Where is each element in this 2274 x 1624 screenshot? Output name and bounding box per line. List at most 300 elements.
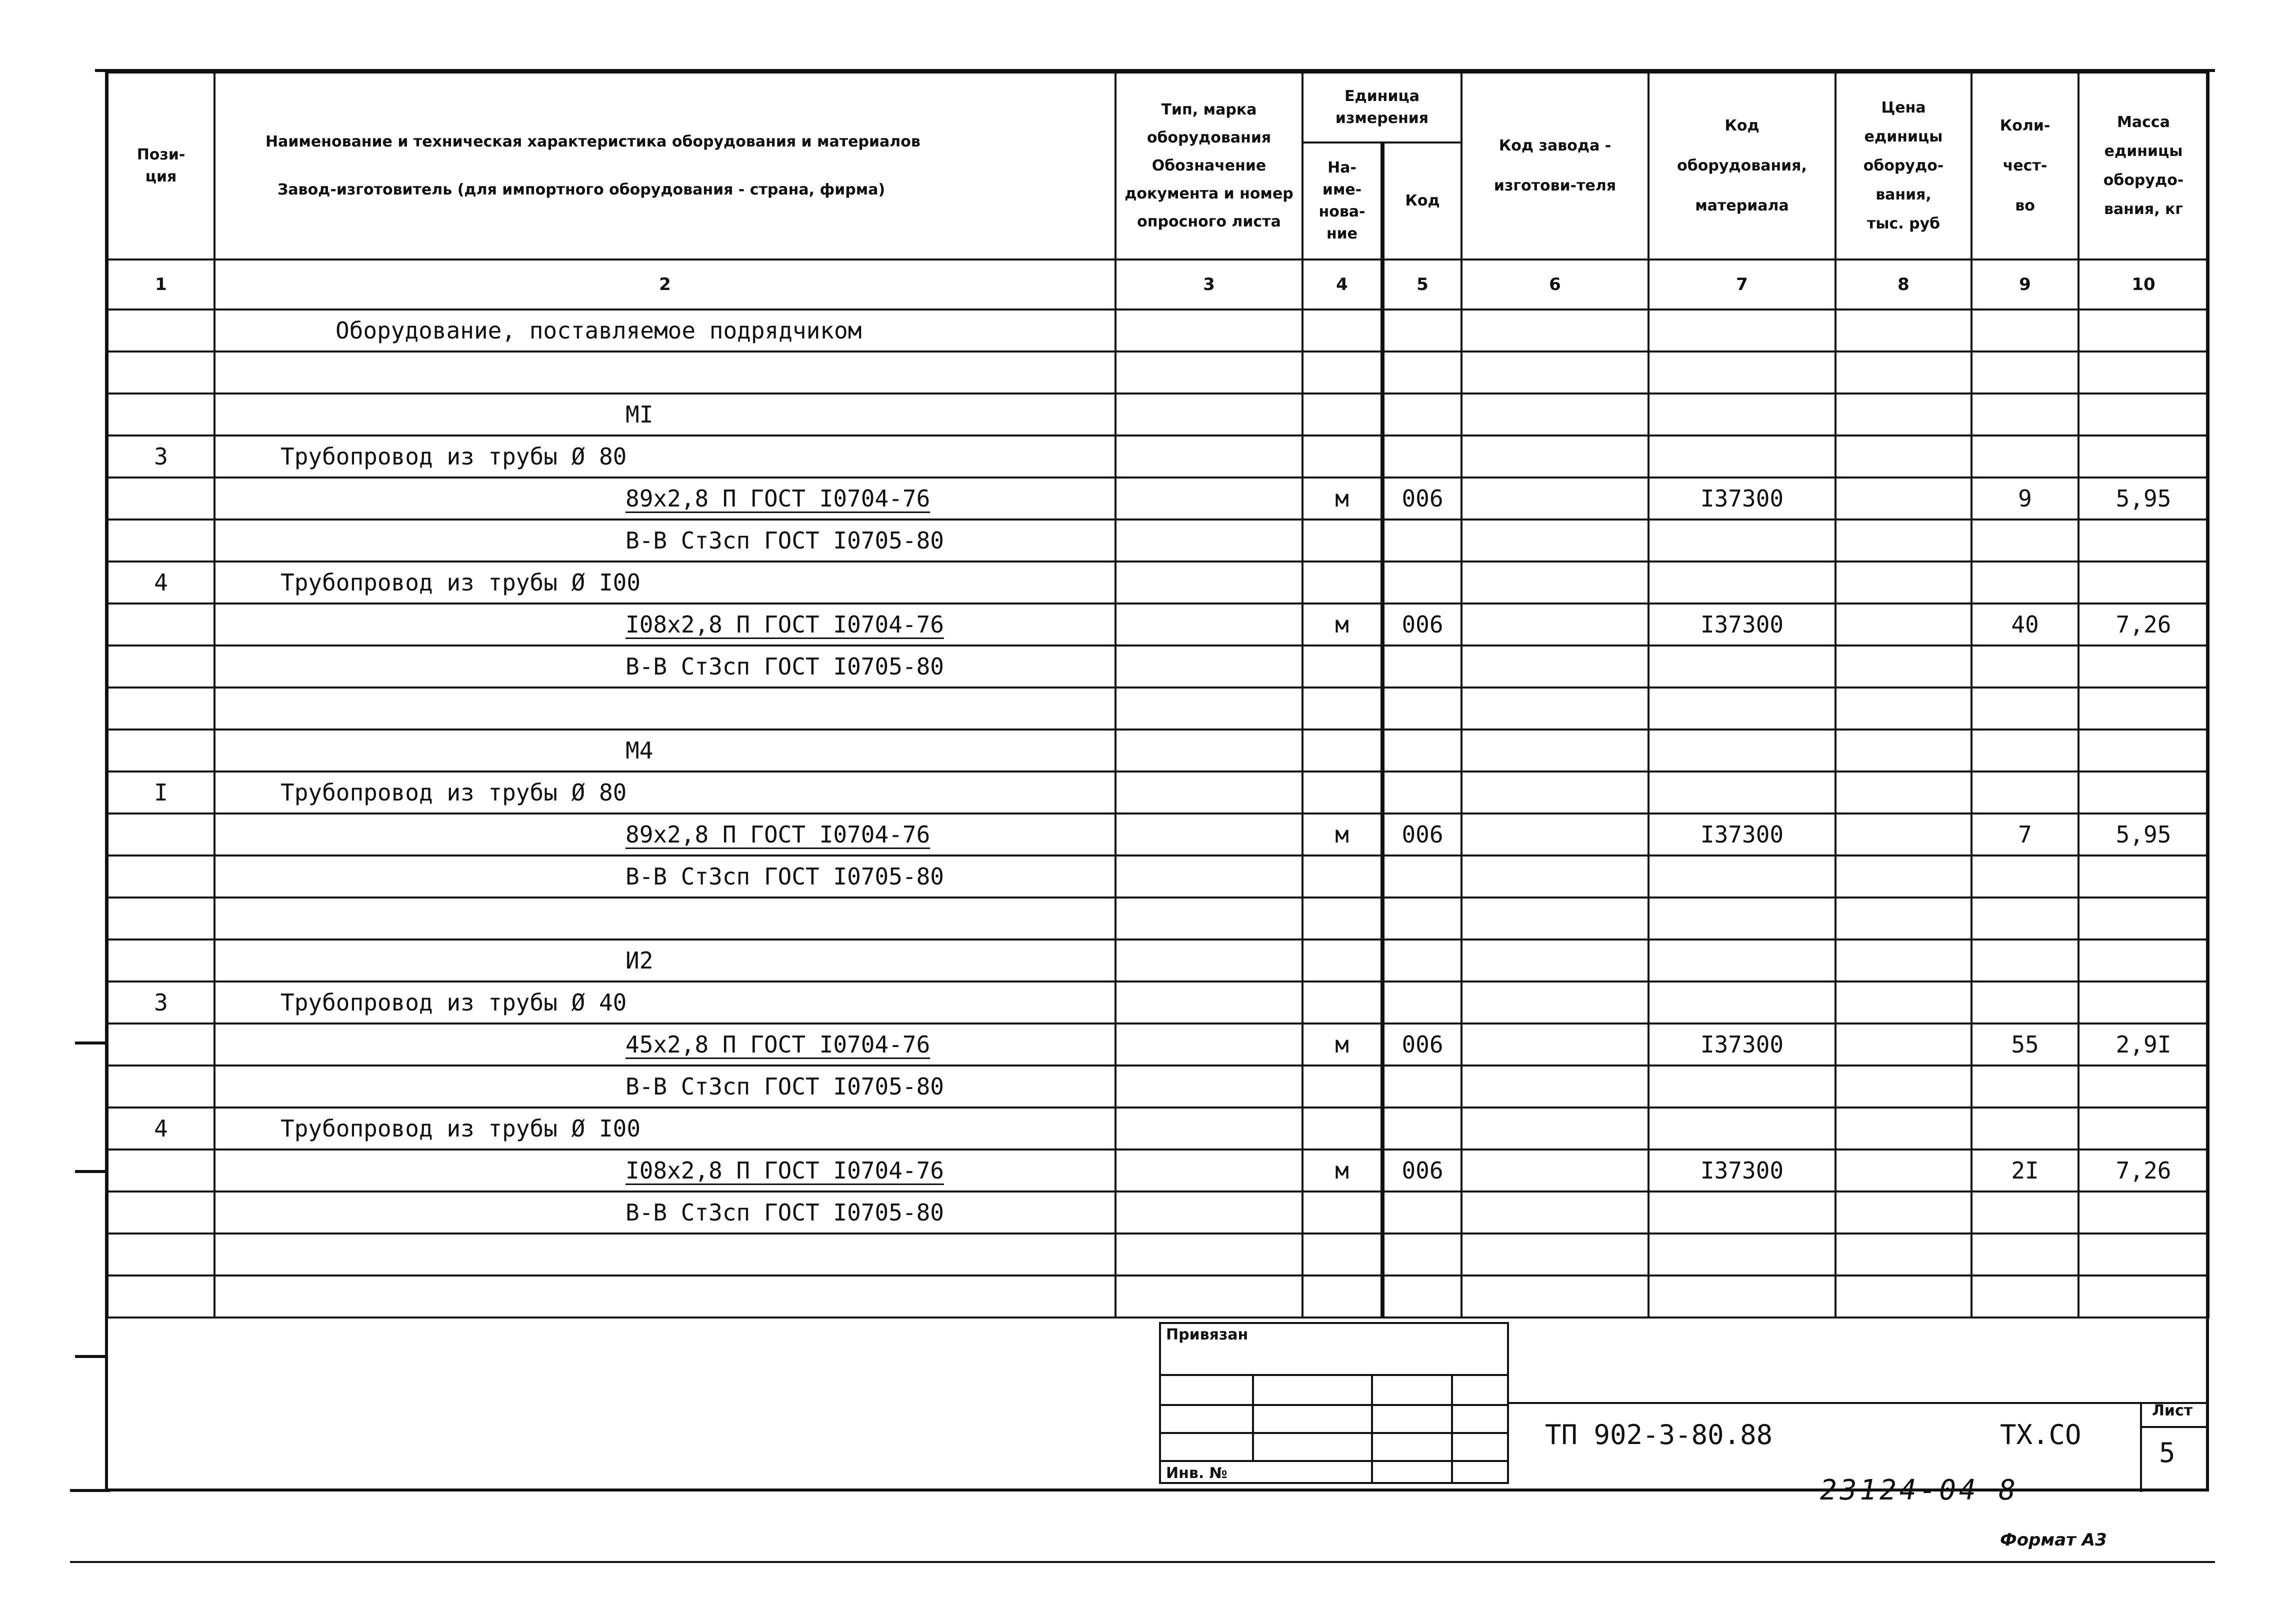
- position-cell: I: [108, 772, 214, 814]
- material-code-cell: [1648, 1192, 1836, 1234]
- mass-cell: [2078, 688, 2208, 730]
- name-cell: [214, 1192, 1116, 1234]
- header-type: Тип, марка оборудования Обозначение документа и номер опросного листа: [1116, 72, 1302, 260]
- table-row: [108, 394, 2208, 436]
- table-row: [108, 1192, 2208, 1234]
- mass-cell: [2078, 562, 2208, 604]
- price-cell: [1836, 1234, 1972, 1276]
- unit-name-cell: [1302, 562, 1382, 604]
- name-cell: [214, 898, 1116, 940]
- type-cell: [1116, 1108, 1302, 1150]
- name-cell: [214, 856, 1116, 898]
- manufacturer-code-cell: [1462, 982, 1648, 1024]
- manufacturer-code-cell: [1462, 478, 1648, 520]
- unit-name-cell: [1302, 1066, 1382, 1108]
- row-text: В-В Ст3сп ГОСТ I0705-80: [626, 527, 944, 554]
- unit-code-cell: [1382, 730, 1462, 772]
- mass-cell: [2078, 646, 2208, 688]
- row-text: М4: [626, 737, 654, 764]
- mass-cell: [2078, 352, 2208, 394]
- unit-name-cell: [1302, 1234, 1382, 1276]
- position-cell: 4: [108, 1108, 214, 1150]
- unit-code-cell: [1382, 562, 1462, 604]
- unit-name-cell: м: [1302, 478, 1382, 520]
- header-quantity: Коли-чест-во: [1972, 72, 2078, 260]
- mass-cell: [2078, 898, 2208, 940]
- manufacturer-code-cell: [1462, 898, 1648, 940]
- table-row: [108, 1234, 2208, 1276]
- manufacturer-code-cell: [1462, 646, 1648, 688]
- stamp-divider: [1252, 1374, 1254, 1460]
- material-code-cell: I37300: [1648, 1024, 1836, 1066]
- position-cell: [108, 520, 214, 562]
- quantity-cell: [1972, 898, 2078, 940]
- stamp-line: [1161, 1460, 1507, 1462]
- quantity-cell: 9: [1972, 478, 2078, 520]
- table-row: [108, 646, 2208, 688]
- table-row: [108, 1150, 2208, 1192]
- material-code-cell: [1648, 646, 1836, 688]
- name-cell: [214, 1024, 1116, 1066]
- row-text: 45x2,8 П ГОСТ I0704-76: [626, 1031, 930, 1058]
- unit-code-cell: [1382, 688, 1462, 730]
- column-number: 2: [214, 260, 1116, 310]
- price-cell: [1836, 394, 1972, 436]
- material-code-cell: [1648, 1276, 1836, 1318]
- price-cell: [1836, 520, 1972, 562]
- position-cell: [108, 1192, 214, 1234]
- manufacturer-code-cell: [1462, 688, 1648, 730]
- position-cell: [108, 310, 214, 352]
- type-cell: [1116, 814, 1302, 856]
- mass-cell: 2,9I: [2078, 1024, 2208, 1066]
- material-code-cell: [1648, 562, 1836, 604]
- name-cell: [214, 604, 1116, 646]
- type-cell: [1116, 1066, 1302, 1108]
- type-cell: [1116, 394, 1302, 436]
- quantity-cell: [1972, 520, 2078, 562]
- stamp-divider: [1371, 1374, 1373, 1484]
- material-code-cell: [1648, 730, 1836, 772]
- material-code-cell: [1648, 940, 1836, 982]
- quantity-cell: [1972, 940, 2078, 982]
- row-text: 89x2,8 П ГОСТ I0704-76: [626, 485, 930, 512]
- manufacturer-code-cell: [1462, 1066, 1648, 1108]
- type-cell: [1116, 898, 1302, 940]
- table-row: [108, 604, 2208, 646]
- position-cell: 3: [108, 436, 214, 478]
- unit-code-cell: 006: [1382, 1150, 1462, 1192]
- table-body: [108, 260, 2208, 1318]
- stamp-line: [1161, 1404, 1507, 1406]
- unit-name-cell: [1302, 856, 1382, 898]
- row-text: В-В Ст3сп ГОСТ I0705-80: [626, 863, 944, 890]
- unit-name-cell: м: [1302, 1150, 1382, 1192]
- position-cell: [108, 814, 214, 856]
- position-cell: [108, 646, 214, 688]
- mass-cell: [2078, 982, 2208, 1024]
- name-cell: [214, 688, 1116, 730]
- material-code-cell: I37300: [1648, 1150, 1836, 1192]
- type-cell: [1116, 310, 1302, 352]
- unit-name-cell: [1302, 772, 1382, 814]
- row-text: В-В Ст3сп ГОСТ I0705-80: [626, 1073, 944, 1100]
- position-cell: [108, 1066, 214, 1108]
- name-cell: [214, 562, 1116, 604]
- price-cell: [1836, 478, 1972, 520]
- document-mark: ТХ.СО: [2000, 1419, 2082, 1450]
- type-cell: [1116, 562, 1302, 604]
- row-text: Оборудование, поставляемое подрядчиком: [336, 317, 862, 344]
- row-text: В-В Ст3сп ГОСТ I0705-80: [626, 653, 944, 680]
- quantity-cell: [1972, 562, 2078, 604]
- column-number: 3: [1116, 260, 1302, 310]
- row-text: I08x2,8 П ГОСТ I0704-76: [626, 611, 944, 638]
- table-row: [108, 436, 2208, 478]
- unit-code-cell: [1382, 1276, 1462, 1318]
- manufacturer-code-cell: [1462, 1024, 1648, 1066]
- header-mass: Масса единицы оборудо-вания, кг: [2078, 72, 2208, 260]
- quantity-cell: [1972, 1276, 2078, 1318]
- position-cell: [108, 688, 214, 730]
- price-cell: [1836, 982, 1972, 1024]
- table-row: [108, 352, 2208, 394]
- row-text: Трубопровод из трубы Ø 40: [280, 989, 627, 1016]
- price-cell: [1836, 1150, 1972, 1192]
- column-number: 1: [108, 260, 214, 310]
- unit-name-cell: [1302, 898, 1382, 940]
- unit-name-cell: [1302, 310, 1382, 352]
- inventory-number-label: Инв. №: [1166, 1464, 1228, 1482]
- unit-code-cell: [1382, 772, 1462, 814]
- material-code-cell: [1648, 1066, 1836, 1108]
- manufacturer-code-cell: [1462, 394, 1648, 436]
- price-cell: [1836, 1024, 1972, 1066]
- name-cell: [214, 520, 1116, 562]
- price-cell: [1836, 1192, 1972, 1234]
- material-code-cell: [1648, 310, 1836, 352]
- unit-name-cell: [1302, 1192, 1382, 1234]
- unit-code-cell: [1382, 898, 1462, 940]
- mass-cell: [2078, 1066, 2208, 1108]
- unit-code-cell: [1382, 310, 1462, 352]
- price-cell: [1836, 814, 1972, 856]
- name-cell: [214, 982, 1116, 1024]
- row-text: I08x2,8 П ГОСТ I0704-76: [626, 1157, 944, 1184]
- price-cell: [1836, 604, 1972, 646]
- mass-cell: [2078, 1108, 2208, 1150]
- margin-tick: [75, 1170, 108, 1173]
- name-cell: [214, 436, 1116, 478]
- table-header: [108, 72, 2208, 260]
- type-cell: [1116, 520, 1302, 562]
- unit-code-cell: [1382, 1066, 1462, 1108]
- manufacturer-code-cell: [1462, 772, 1648, 814]
- position-cell: [108, 1024, 214, 1066]
- type-cell: [1116, 646, 1302, 688]
- price-cell: [1836, 1066, 1972, 1108]
- position-cell: [108, 394, 214, 436]
- material-code-cell: I37300: [1648, 478, 1836, 520]
- mass-cell: [2078, 436, 2208, 478]
- name-cell: [214, 814, 1116, 856]
- linked-label: Привязан: [1166, 1326, 1248, 1344]
- table-row: [108, 730, 2208, 772]
- margin-tick: [75, 1042, 108, 1044]
- header-name-line1: Наименование и техническая характеристика оборудования и материалов: [266, 133, 920, 150]
- header-unit-name: На-име-нова-ние: [1302, 142, 1382, 260]
- type-cell: [1116, 1192, 1302, 1234]
- quantity-cell: [1972, 982, 2078, 1024]
- name-cell: [214, 1276, 1116, 1318]
- format-label: Формат А3: [2000, 1530, 2107, 1550]
- unit-code-cell: [1382, 856, 1462, 898]
- position-cell: 4: [108, 562, 214, 604]
- type-cell: [1116, 688, 1302, 730]
- sheet-number: 5: [2159, 1437, 2176, 1468]
- manufacturer-code-cell: [1462, 562, 1648, 604]
- mass-cell: [2078, 520, 2208, 562]
- name-cell: [214, 1066, 1116, 1108]
- quantity-cell: [1972, 1234, 2078, 1276]
- quantity-cell: [1972, 352, 2078, 394]
- type-cell: [1116, 1150, 1302, 1192]
- header-name-line2: Завод-изготовитель (для импортного оборудования - страна, фирма): [278, 181, 886, 198]
- unit-code-cell: 006: [1382, 478, 1462, 520]
- type-cell: [1116, 982, 1302, 1024]
- table-row: [108, 982, 2208, 1024]
- margin-tick: [75, 1355, 108, 1358]
- name-cell: [214, 646, 1116, 688]
- quantity-cell: [1972, 730, 2078, 772]
- column-number: 8: [1836, 260, 1972, 310]
- row-text: И2: [626, 947, 654, 974]
- name-cell: [214, 940, 1116, 982]
- stamp-line: [1161, 1432, 1507, 1434]
- column-number: 9: [1972, 260, 2078, 310]
- bottom-rule: [70, 1561, 2215, 1563]
- unit-code-cell: 006: [1382, 814, 1462, 856]
- position-cell: [108, 478, 214, 520]
- header-unit-code: Код: [1382, 142, 1462, 260]
- quantity-cell: 55: [1972, 1024, 2078, 1066]
- price-cell: [1836, 646, 1972, 688]
- unit-name-cell: [1302, 352, 1382, 394]
- price-cell: [1836, 562, 1972, 604]
- stamp-line: [1161, 1374, 1507, 1376]
- name-cell: [214, 772, 1116, 814]
- price-cell: [1836, 772, 1972, 814]
- unit-code-cell: [1382, 646, 1462, 688]
- position-cell: [108, 352, 214, 394]
- table-row: [108, 310, 2208, 352]
- unit-name-cell: [1302, 940, 1382, 982]
- mass-cell: [2078, 940, 2208, 982]
- price-cell: [1836, 310, 1972, 352]
- mass-cell: [2078, 1192, 2208, 1234]
- position-cell: [108, 1234, 214, 1276]
- unit-name-cell: [1302, 688, 1382, 730]
- unit-name-cell: [1302, 646, 1382, 688]
- material-code-cell: [1648, 898, 1836, 940]
- mass-cell: [2078, 1276, 2208, 1318]
- column-number: 6: [1462, 260, 1648, 310]
- type-cell: [1116, 604, 1302, 646]
- title-block-line: [1509, 1402, 2209, 1404]
- manufacturer-code-cell: [1462, 730, 1648, 772]
- mass-cell: 5,95: [2078, 478, 2208, 520]
- binding-stamp: [1159, 1322, 1509, 1484]
- quantity-cell: [1972, 436, 2078, 478]
- row-text: Трубопровод из трубы Ø I00: [280, 569, 641, 596]
- price-cell: [1836, 730, 1972, 772]
- mass-cell: [2078, 310, 2208, 352]
- unit-code-cell: [1382, 1192, 1462, 1234]
- quantity-cell: 7: [1972, 814, 2078, 856]
- unit-name-cell: [1302, 1108, 1382, 1150]
- type-cell: [1116, 730, 1302, 772]
- table-row: [108, 1066, 2208, 1108]
- manufacturer-code-cell: [1462, 436, 1648, 478]
- mass-cell: 5,95: [2078, 814, 2208, 856]
- header-name: [214, 72, 1116, 260]
- material-code-cell: [1648, 688, 1836, 730]
- row-text: 89x2,8 П ГОСТ I0704-76: [626, 821, 930, 848]
- material-code-cell: I37300: [1648, 604, 1836, 646]
- material-code-cell: I37300: [1648, 814, 1836, 856]
- column-number-row: [108, 260, 2208, 310]
- quantity-cell: [1972, 1192, 2078, 1234]
- document-code: ТП 902-3-80.88: [1545, 1419, 1773, 1450]
- name-cell: [214, 730, 1116, 772]
- manufacturer-code-cell: [1462, 310, 1648, 352]
- quantity-cell: [1972, 394, 2078, 436]
- table-row: [108, 940, 2208, 982]
- unit-name-cell: [1302, 436, 1382, 478]
- quantity-cell: [1972, 310, 2078, 352]
- position-cell: [108, 730, 214, 772]
- name-cell: [214, 310, 1116, 352]
- manufacturer-code-cell: [1462, 352, 1648, 394]
- quantity-cell: [1972, 1108, 2078, 1150]
- price-cell: [1836, 940, 1972, 982]
- manufacturer-code-cell: [1462, 940, 1648, 982]
- quantity-cell: [1972, 772, 2078, 814]
- table-row: [108, 1108, 2208, 1150]
- type-cell: [1116, 1234, 1302, 1276]
- table-row: [108, 1276, 2208, 1318]
- material-code-cell: [1648, 352, 1836, 394]
- unit-name-cell: [1302, 730, 1382, 772]
- position-cell: [108, 1276, 214, 1318]
- price-cell: [1836, 1108, 1972, 1150]
- column-number: 5: [1382, 260, 1462, 310]
- frame-left-extension: [70, 1489, 110, 1492]
- position-cell: [108, 898, 214, 940]
- quantity-cell: [1972, 646, 2078, 688]
- type-cell: [1116, 352, 1302, 394]
- row-text: Трубопровод из трубы Ø 80: [280, 779, 627, 806]
- unit-code-cell: [1382, 1108, 1462, 1150]
- mass-cell: [2078, 394, 2208, 436]
- position-cell: [108, 1150, 214, 1192]
- material-code-cell: [1648, 772, 1836, 814]
- manufacturer-code-cell: [1462, 520, 1648, 562]
- manufacturer-code-cell: [1462, 814, 1648, 856]
- quantity-cell: 40: [1972, 604, 2078, 646]
- mass-cell: 7,26: [2078, 604, 2208, 646]
- header-position: Пози- ция: [108, 72, 214, 260]
- table-row: [108, 856, 2208, 898]
- sheet-label: Лист: [2152, 1402, 2193, 1420]
- sheet-separator: [2142, 1426, 2209, 1428]
- unit-code-cell: [1382, 520, 1462, 562]
- manufacturer-code-cell: [1462, 604, 1648, 646]
- unit-name-cell: [1302, 394, 1382, 436]
- handwritten-archive-number: 23124-04 8: [1820, 1474, 2019, 1506]
- column-number: 4: [1302, 260, 1382, 310]
- row-text: МI: [626, 401, 654, 428]
- type-cell: [1116, 856, 1302, 898]
- unit-code-cell: [1382, 940, 1462, 982]
- type-cell: [1116, 772, 1302, 814]
- price-cell: [1836, 856, 1972, 898]
- price-cell: [1836, 352, 1972, 394]
- manufacturer-code-cell: [1462, 1150, 1648, 1192]
- price-cell: [1836, 1276, 1972, 1318]
- name-cell: [214, 394, 1116, 436]
- table-row: [108, 520, 2208, 562]
- type-cell: [1116, 478, 1302, 520]
- header-price: Цена единицы оборудо-вания, тыс. руб: [1836, 72, 1972, 260]
- position-cell: [108, 940, 214, 982]
- table-row: [108, 478, 2208, 520]
- unit-code-cell: [1382, 436, 1462, 478]
- position-cell: [108, 604, 214, 646]
- price-cell: [1836, 688, 1972, 730]
- mass-cell: [2078, 1234, 2208, 1276]
- name-cell: [214, 1108, 1116, 1150]
- quantity-cell: [1972, 856, 2078, 898]
- type-cell: [1116, 1276, 1302, 1318]
- row-text: Трубопровод из трубы Ø I00: [280, 1115, 641, 1142]
- unit-name-cell: [1302, 1276, 1382, 1318]
- material-code-cell: [1648, 436, 1836, 478]
- material-code-cell: [1648, 856, 1836, 898]
- unit-code-cell: [1382, 982, 1462, 1024]
- price-cell: [1836, 436, 1972, 478]
- manufacturer-code-cell: [1462, 1192, 1648, 1234]
- unit-name-cell: [1302, 982, 1382, 1024]
- price-cell: [1836, 898, 1972, 940]
- mass-cell: 7,26: [2078, 1150, 2208, 1192]
- row-text: Трубопровод из трубы Ø 80: [280, 443, 627, 470]
- material-code-cell: [1648, 1234, 1836, 1276]
- table-row: [108, 1024, 2208, 1066]
- unit-name-cell: м: [1302, 1024, 1382, 1066]
- unit-name-cell: м: [1302, 814, 1382, 856]
- table-row: [108, 772, 2208, 814]
- header-unit-group: Единица измерения: [1302, 72, 1462, 142]
- type-cell: [1116, 1024, 1302, 1066]
- manufacturer-code-cell: [1462, 1234, 1648, 1276]
- unit-code-cell: [1382, 352, 1462, 394]
- column-number: 10: [2078, 260, 2208, 310]
- manufacturer-code-cell: [1462, 856, 1648, 898]
- table-row: [108, 898, 2208, 940]
- column-number: 7: [1648, 260, 1836, 310]
- name-cell: [214, 352, 1116, 394]
